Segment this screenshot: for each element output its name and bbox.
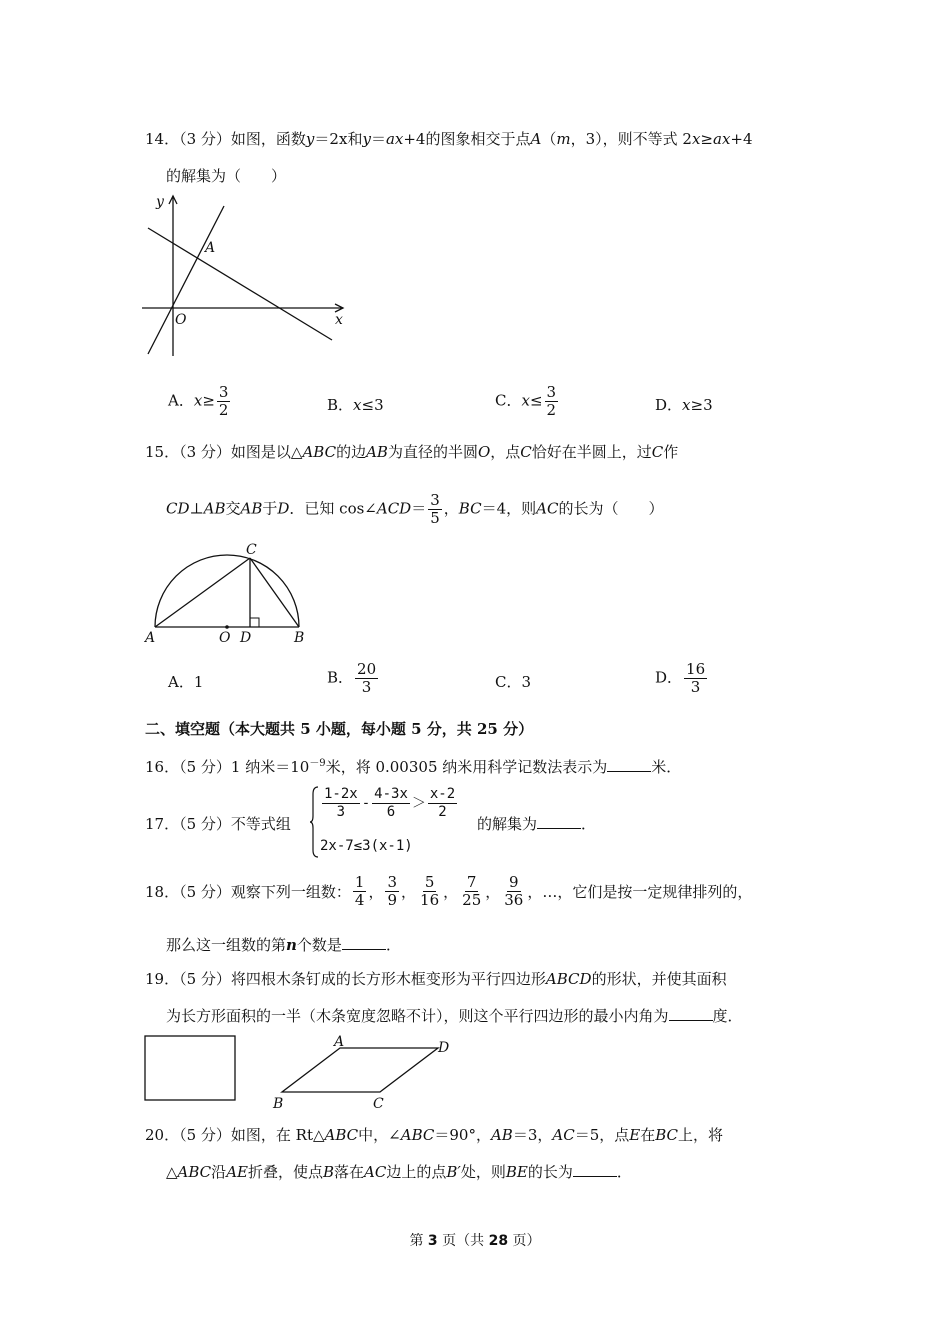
q14-fig-label-x: x xyxy=(335,312,343,328)
q19-stem-line1: 19．（5 分）将四根木条钉成的长方形木框变形为平行四边形ABCD的形状，并使其面积 xyxy=(145,970,727,988)
q15-fig-label-D: D xyxy=(240,630,252,646)
page-number: 3 xyxy=(427,1233,438,1249)
q15-fig-label-C: C xyxy=(246,542,257,558)
q15-fig-label-A: A xyxy=(145,630,156,646)
q14-fig-label-A: A xyxy=(205,240,216,256)
q15-option-c[interactable]: C．3 xyxy=(495,673,532,691)
q19-figure-parallelogram xyxy=(270,1036,460,1111)
q18-answer-blank[interactable] xyxy=(342,935,386,950)
q19-stem-line2: 为长方形面积的一半（木条宽度忽略不计），则这个平行四边形的最小内角为 度． xyxy=(166,1007,743,1025)
q18-stem-line1: 18．（5 分）观察下列一组数： $\frac{1}{4}$ ， $\frac{3}{9}$ ， $\frac{5}{16}$ ， $\frac{7}{25}$ ， $\frac{9}{36}$ ，…，它们是按一定规律排列的， xyxy=(145,873,753,909)
q14-stem-line1: 14．（3 分）如图，函数y＝2x和y＝ax+4的图象相交于点A（m，3），则不等式 2x≥ax+4 xyxy=(145,130,753,148)
q14-fig-label-y: y xyxy=(156,194,164,210)
q16-answer-blank[interactable] xyxy=(607,757,651,772)
q19-fig-label-B: B xyxy=(273,1096,284,1112)
q15-option-d[interactable]: D． $\frac{16}{3}$ xyxy=(655,660,706,696)
q15-option-a[interactable]: A．1 xyxy=(168,673,204,691)
q14-fig-label-O: O xyxy=(175,312,187,328)
q15-option-b[interactable]: B． $\frac{20}{3}$ xyxy=(327,660,377,696)
q19-answer-blank[interactable] xyxy=(669,1006,713,1021)
q17-answer-blank[interactable] xyxy=(537,814,581,829)
q17-inequality-row1: $\frac{1-2x}{3}$ - $\frac{4-3x}{6}$ ＞ $\frac{x-2}{2}$ xyxy=(324,786,456,820)
q19-figure-rectangle xyxy=(143,1034,238,1104)
q15-stem-line1: 15．（3 分）如图是以△ABC的边AB为直径的半圆O，点C恰好在半圆上，过C作 xyxy=(145,443,679,461)
q17-stem: 17．（5 分）不等式组 xyxy=(145,815,291,833)
section-heading: 二、填空题（本大题共 5 小题，每小题 5 分，共 25 分） xyxy=(145,720,534,738)
page-total: 28 xyxy=(488,1233,509,1249)
q20-stem-line1: 20．（5 分）如图，在 Rt△ABC中，∠ABC＝90°，AB＝3，AC＝5，点E在BC上，将 xyxy=(145,1126,723,1144)
q15-figure xyxy=(143,542,318,647)
q18-stem-line2: 那么这一组数的第n个数是 ． xyxy=(166,936,401,954)
q20-stem-line2: △ABC沿AE折叠，使点B落在AC边上的点B′处，则BE的长为 ． xyxy=(166,1163,632,1181)
page-footer: 第 3 页（共 28 页） xyxy=(409,1233,541,1249)
q20-answer-blank[interactable] xyxy=(573,1162,617,1177)
q14-option-c[interactable]: C．x≤ $\frac{3}{2}$ xyxy=(495,383,557,419)
q19-fig-label-D: D xyxy=(438,1040,450,1056)
q17-inequality-row2: 2x-7≤3(x-1) xyxy=(320,838,413,854)
q14-figure xyxy=(140,188,350,358)
q14-option-b[interactable]: B．x≤3 xyxy=(327,396,384,414)
q14-option-a[interactable]: A．x≥ $\frac{3}{2}$ xyxy=(168,383,229,419)
q16-stem: 16．（5 分）1 纳米$=10^{-9}$米，将 0.00305 纳米用科学记数法表示为 米． xyxy=(145,758,682,776)
q15-fig-label-O: O xyxy=(219,630,231,646)
q17-answer: 的解集为 ． xyxy=(477,815,597,833)
q15-fig-label-B: B xyxy=(294,630,305,646)
q19-fig-label-A: A xyxy=(334,1034,345,1050)
q14-option-d[interactable]: D．x≥3 xyxy=(655,396,713,414)
q14-stem-line2: 的解集为（ ） xyxy=(166,167,287,185)
q19-fig-label-C: C xyxy=(373,1096,384,1112)
q17-brace xyxy=(309,786,319,858)
q15-stem-line2: CD⊥AB交AB于D．已知 cos∠ACD＝ $\frac{3}{5}$ ，BC＝4，则AC的长为（ ） xyxy=(166,491,664,527)
